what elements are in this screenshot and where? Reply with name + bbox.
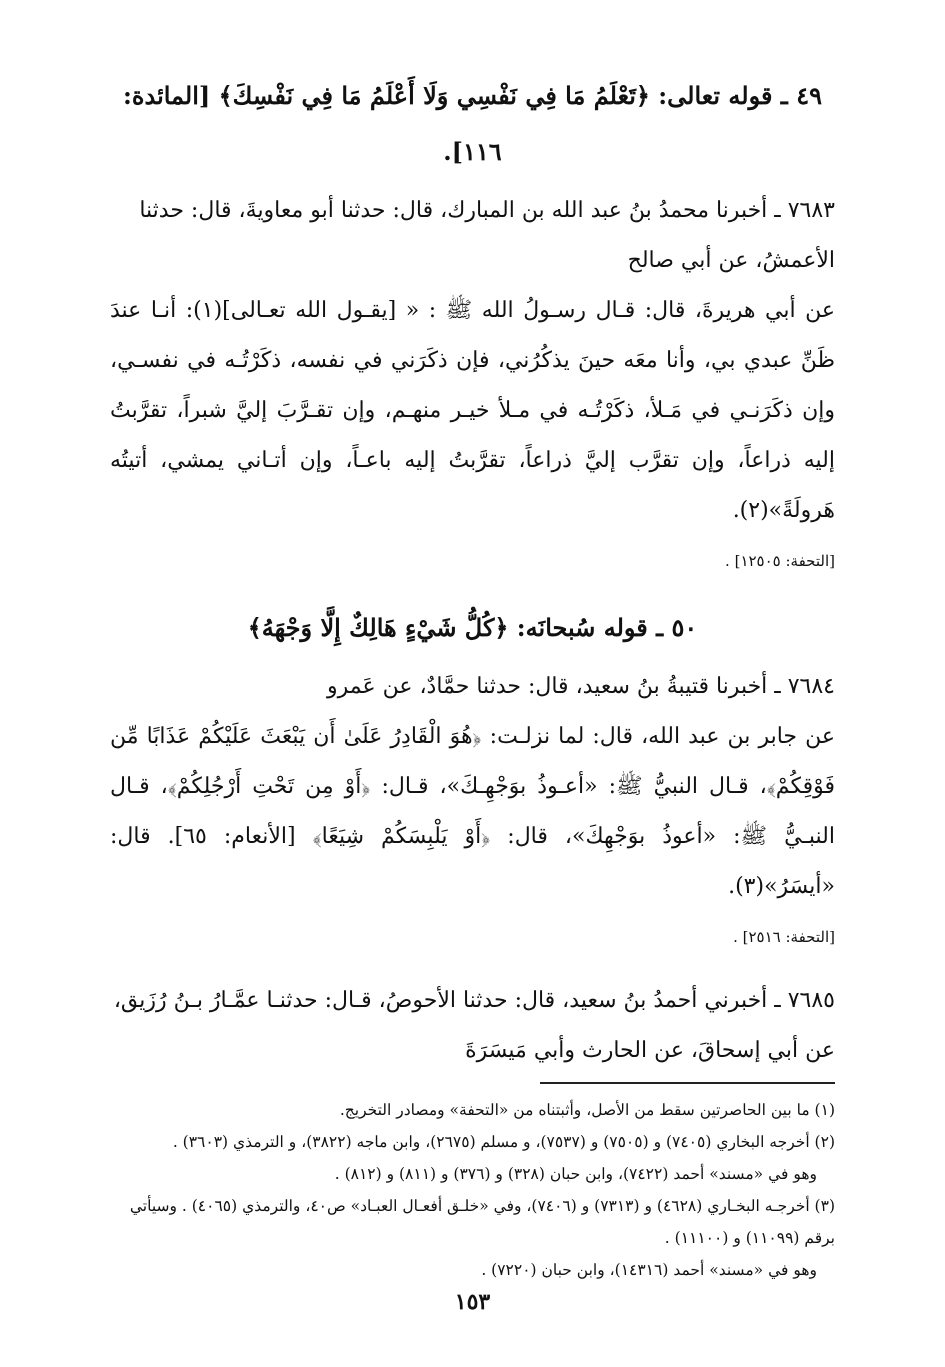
document-page (110, 60, 835, 1327)
isnad-text: ـ أخبرنا محمدُ بنُ عبد الله بن المبارك، قال: حدثنا أبو معاويةَ، قال: حدثنا الأعمشُ، عن أبي صالح (139, 198, 835, 273)
hadith-7683-text: عن أبي هريرةَ، قال: قـال رسـولُ الله ﷺ : « [يقـول الله تعـالى](١): أنـا عندَ ظَنِّ عبدي بي، وأنا معَه حينَ يذكُرُني، فإن ذكَرَني في نفسه، ذكَرْتُـه في نفسـي، وإن ذكَرَنـي في مَـلأ، ذكَرْتُـه في مـلأ خيـر منهـم، وإن تقـرَّبَ إليَّ شبراً، تقرَّبتُ إليه ذراعاً، وإن تقرَّب إليَّ ذراعاً، تقرَّبتُ إليه باعـاً، وإن أتـاني يمشي، أتيتُه هَرولَةً»(٢). (110, 298, 835, 523)
tuhfa-reference: [التحفة: ١٢٥٠٥] . (725, 552, 835, 570)
hadith-7685-chain (110, 976, 835, 1076)
isnad-text: ـ أخبرنا قتيبةُ بنُ سعيد، قال: حدثنا حمَّادٌ، عن عَمرو (326, 674, 788, 699)
footnote-separator (540, 1082, 835, 1084)
footnotes (110, 1094, 835, 1286)
isnad-text: ـ أخبرني أحمدُ بنُ سعيد، قال: حدثنا الأحوصُ، قـال: حدثنـا عمَّـارُ بـنُ رُزَيق، عن أبي إسحاقَ، عن الحارث وأبي مَيسَرَةَ (113, 988, 835, 1063)
chapter-heading-50: ٥٠ ـ قوله سُبحانَه: ﴿كُلُّ شَيْءٍ هَالِكٌ إِلَّا وَجْهَهُ﴾ (247, 613, 698, 642)
chapter-heading-49: ٤٩ ـ قوله تعالى: ﴿تَعْلَمُ مَا فِي نَفْسِي وَلَا أَعْلَمُ مَا فِي نَفْسِكَ﴾ [المائدة: ١١٦]. (123, 81, 822, 166)
page-number: ١٥٣ (454, 1289, 491, 1315)
hadith-number: ٧٦٨٤ (787, 674, 835, 699)
footnote-3: (٣) أخرجـه البخـاري (٤٦٢٨) و (٧٣١٣) و (٧٤٠٦)، وفي «خلـق أفعـال العبـاد» ص٤٠، والترمذي (٤٠٦٥) . وسيأتي برقم (١١٠٩٩) و (١١١٠٠) . (129, 1197, 835, 1247)
footnote-1: (١) ما بين الحاصرتين سقط من الأصل، وأثبتناه من «التحفة» ومصادر التخريج. (339, 1101, 835, 1119)
tuhfa-reference: [التحفة: ٢٥١٦] . (733, 928, 835, 946)
footnote-separator-wrap (110, 1076, 835, 1094)
hadith-7683-chain (110, 186, 835, 286)
hadith-number: ٧٦٨٣ (787, 198, 835, 223)
footnote-2: (٢) أخرجه البخاري (٧٤٠٥) و (٧٥٠٥) و (٧٥٣٧)، و مسلم (٢٦٧٥)، وابن ماجه (٣٨٢٢)، و الترمذي (٣٦٠٣) . (172, 1133, 835, 1151)
footnote-3-continuation: وهو في «مسند» أحمد (١٤٣١٦)، وابن حبان (٧٢٢٠) . (481, 1261, 817, 1279)
hadith-number: ٧٦٨٥ (787, 988, 835, 1013)
footnote-2-continuation: وهو في «مسند» أحمد (٧٤٢٢)، وابن حبان (٣٢٨) و (٣٧٦) و (٨١١) و (٨١٢) . (334, 1165, 817, 1183)
hadith-7684-chain (110, 662, 835, 712)
hadith-7684-text: عن جابر بن عبد الله، قال: لما نزلـت: ﴿هُوَ الْقَادِرُ عَلَىٰ أَن يَبْعَثَ عَلَيْكُمْ عَذَابًا مِّن فَوْقِكُمْ﴾، قـال النبيُّ ﷺ: «أعـوذُ بوَجْهِـكَ»، قـال: ﴿أَوْ مِن تَحْتِ أَرْجُلِكُمْ﴾، قـال النبـيُّ ﷺ: «أعوذُ بوَجْهِكَ»، قال: ﴿أَوْ يَلْبِسَكُمْ شِيَعًا﴾ [الأنعام: ٦٥]. قال: «أيسَرُ»(٣). (110, 724, 835, 899)
